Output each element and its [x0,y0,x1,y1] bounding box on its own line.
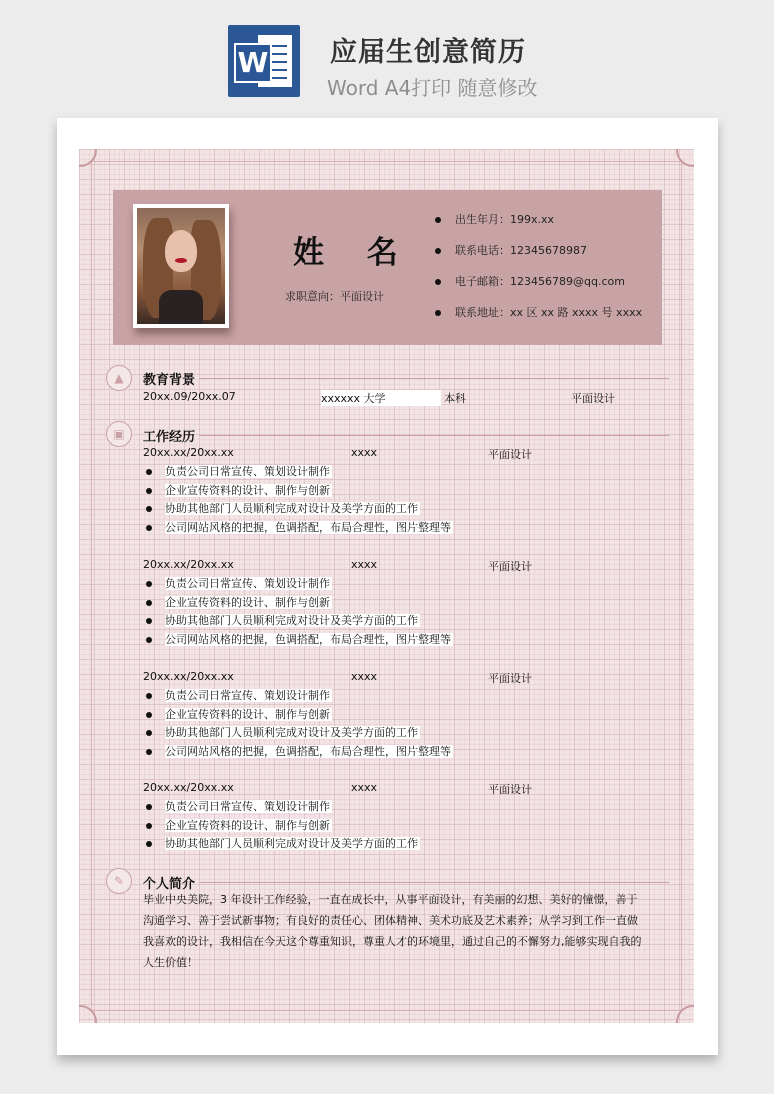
section-divider [199,435,669,436]
job-intention: 求职意向：平面设计 [285,290,384,303]
job-position: 平面设计 [488,448,532,461]
list-item: 企业宣传资料的设计、制作与创新 [143,706,453,725]
section-divider [199,378,669,379]
education-period: 20xx.09/20xx.07 [143,390,236,403]
job-position: 平面设计 [488,783,532,796]
profile-photo [133,204,229,328]
top-banner [0,0,774,118]
candidate-name: 姓 名 [293,235,414,271]
list-item: 负责公司日常宣传、策划设计制作 [143,798,420,817]
contact-list [433,211,642,335]
banner-subtitle: Word A4打印 随意修改 [327,76,538,100]
list-item: 公司网站风格的把握，色调搭配，布局合理性，图片整理等 [143,519,453,538]
list-item: 企业宣传资料的设计、制作与创新 [143,594,453,613]
list-item: 公司网站风格的把握，色调搭配，布局合理性，图片整理等 [143,743,453,762]
job-period: 20xx.xx/20xx.xx [143,558,234,571]
contact-address: 联系地址：xx 区 xx 路 xxxx 号 xxxx [433,304,642,335]
word-logo-letter: W [234,43,272,83]
resume-paper [57,118,718,1055]
job-duties [143,798,420,854]
job-duties [143,687,453,762]
profile-header [113,190,662,345]
section-title-about: 个人简介 [143,877,196,892]
contact-phone: 联系电话：12345678987 [433,242,642,273]
section-divider [199,882,669,883]
banner-title: 应届生创意简历 [330,37,526,68]
education-degree: 本科 [444,392,466,405]
education-major: 平面设计 [571,392,615,405]
job-period: 20xx.xx/20xx.xx [143,446,234,459]
section-title-work: 工作经历 [143,430,196,445]
pencil-note-icon: ✎ [106,868,132,894]
word-icon [228,25,300,97]
section-title-education: 教育背景 [143,373,196,388]
job-company: xxxx [351,781,378,794]
list-item: 企业宣传资料的设计、制作与创新 [143,482,453,501]
job-company: xxxx [351,558,378,571]
resume-page [79,149,694,1023]
list-item: 协助其他部门人员顺利完成对设计及美学方面的工作 [143,835,420,854]
job-period: 20xx.xx/20xx.xx [143,781,234,794]
contact-email: 电子邮箱：123456789@qq.com [433,273,642,304]
graduation-cap-icon: ▲ [106,365,132,391]
list-item: 负责公司日常宣传、策划设计制作 [143,687,453,706]
list-item: 公司网站风格的把握，色调搭配，布局合理性，图片整理等 [143,631,453,650]
job-period: 20xx.xx/20xx.xx [143,670,234,683]
contact-birth: 出生年月：199x.xx [433,211,642,242]
list-item: 负责公司日常宣传、策划设计制作 [143,575,453,594]
job-position: 平面设计 [488,672,532,685]
list-item: 负责公司日常宣传、策划设计制作 [143,463,453,482]
job-company: xxxx [351,446,378,459]
briefcase-icon: ▣ [106,421,132,447]
education-school: xxxxxx 大学 [321,390,441,406]
list-item: 协助其他部门人员顺利完成对设计及美学方面的工作 [143,612,453,631]
job-position: 平面设计 [488,560,532,573]
job-duties [143,575,453,650]
list-item: 协助其他部门人员顺利完成对设计及美学方面的工作 [143,724,453,743]
personal-summary: 毕业中央美院，3 年设计工作经验，一直在成长中，从事平面设计，有美丽的幻想、美好的憧憬，善于沟通学习、善于尝试新事物；有良好的责任心、团体精神、美术功底及艺术素养；从学习到工作一直做我喜欢的设计，我相信在今天这个尊重知识，尊重人才的环境里，通过自己的不懈努力,能够实现自我的人生价值！ [143,893,642,969]
job-duties [143,463,453,538]
job-company: xxxx [351,670,378,683]
list-item: 企业宣传资料的设计、制作与创新 [143,817,420,836]
list-item: 协助其他部门人员顺利完成对设计及美学方面的工作 [143,500,453,519]
